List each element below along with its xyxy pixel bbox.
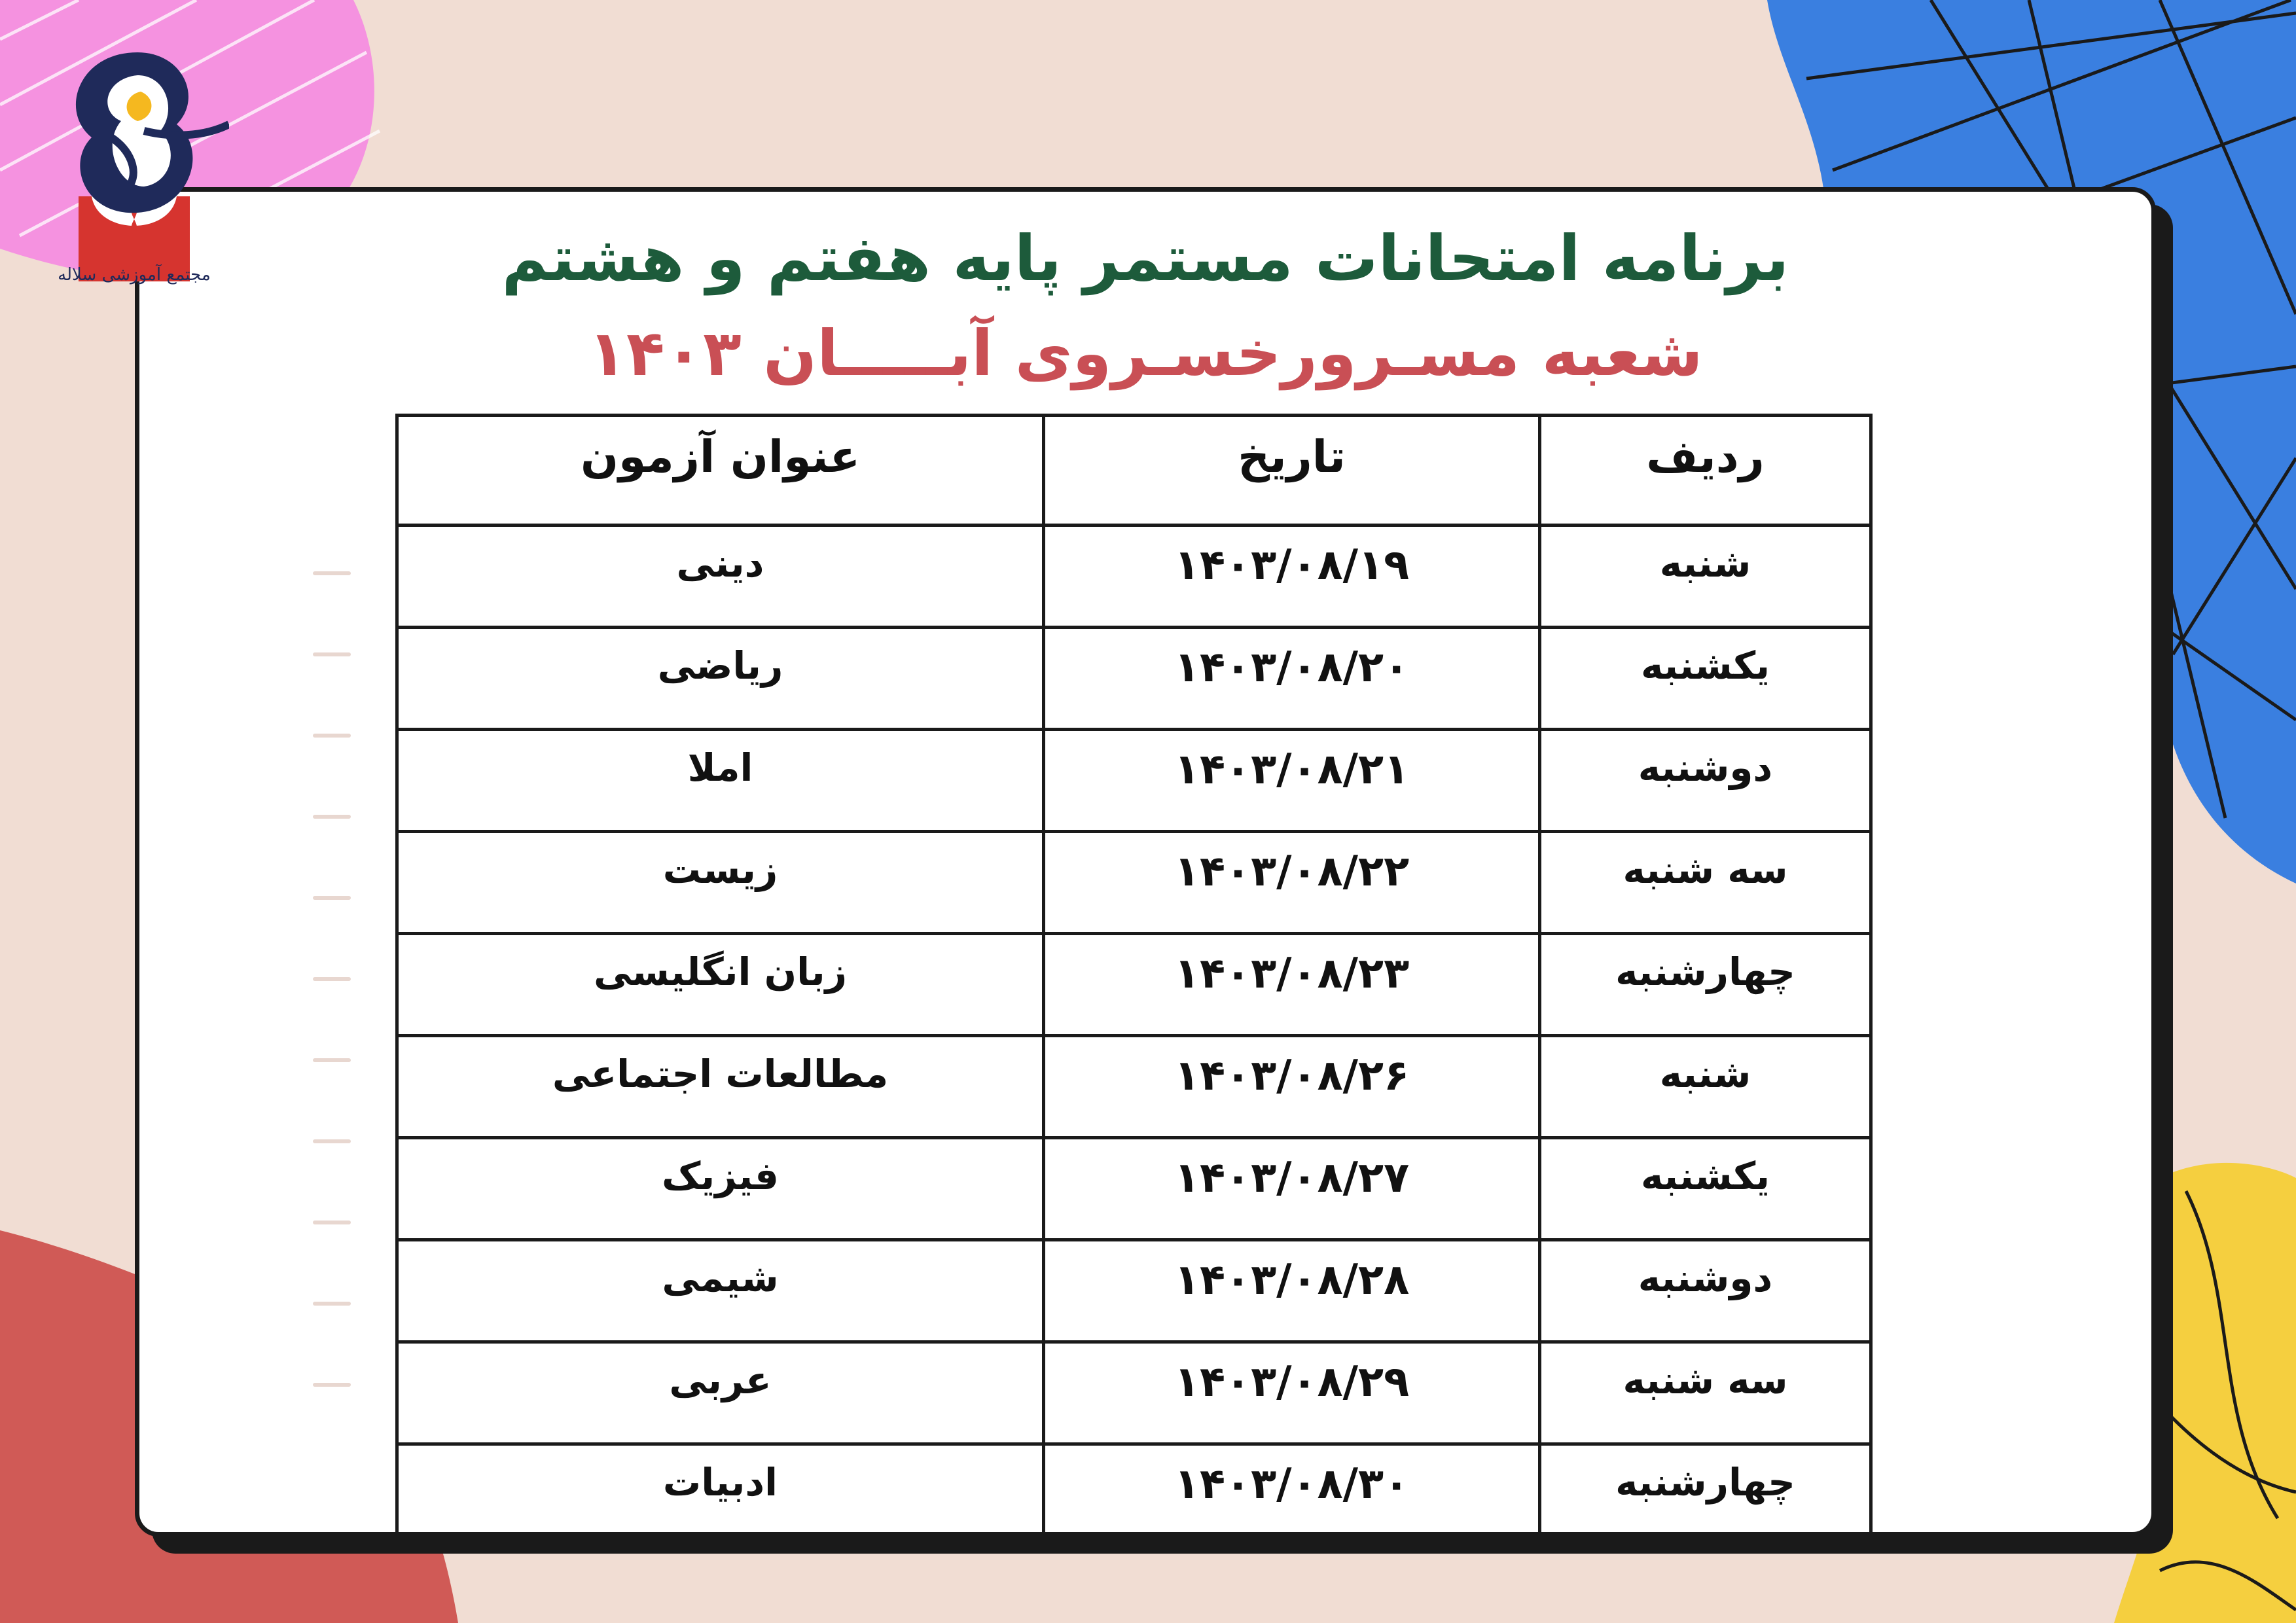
row-exam: ادبیات [397, 1444, 1044, 1546]
row-date: ۱۴۰۳/۰۸/۲۹ [1044, 1342, 1540, 1444]
row-exam: شیمی [397, 1240, 1044, 1342]
row-exam: زبان انگلیسی [397, 934, 1044, 1036]
table-row [397, 1240, 1871, 1342]
notebook-ring-marks [313, 571, 352, 1464]
row-day: سه شنبه [1540, 1342, 1871, 1444]
exam-schedule-table [395, 414, 1873, 1548]
table-row [397, 526, 1871, 628]
row-day: شنبه [1540, 1036, 1871, 1138]
table-row [397, 934, 1871, 1036]
row-day: دوشنبه [1540, 730, 1871, 832]
page-subtitle: شعبه مسـرورخسـروی آبـــــان ۱۴۰۳ [588, 317, 1703, 390]
logo-caption: مجتمع آموزشی سلاله [58, 265, 211, 285]
row-exam: املا [397, 730, 1044, 832]
solaleh-logo-icon [39, 39, 229, 294]
row-day: سه شنبه [1540, 832, 1871, 934]
row-exam: مطالعات اجتماعی [397, 1036, 1044, 1138]
table-header-row [397, 416, 1871, 526]
table-row [397, 628, 1871, 730]
header-exam-title: عنوان آزمون [397, 416, 1044, 526]
row-date: ۱۴۰۳/۰۸/۲۷ [1044, 1138, 1540, 1240]
row-day: چهارشنبه [1540, 934, 1871, 1036]
row-exam: ریاضی [397, 628, 1044, 730]
row-exam: دینی [397, 526, 1044, 628]
table-row [397, 1342, 1871, 1444]
page-title: برنامه امتحانات مستمر پایه هفتم و هشتم [501, 222, 1789, 295]
row-date: ۱۴۰۳/۰۸/۲۰ [1044, 628, 1540, 730]
row-day: یکشنبه [1540, 1138, 1871, 1240]
row-date: ۱۴۰۳/۰۸/۲۲ [1044, 832, 1540, 934]
row-day: یکشنبه [1540, 628, 1871, 730]
row-date: ۱۴۰۳/۰۸/۳۰ [1044, 1444, 1540, 1546]
header-row-label: ردیف [1540, 416, 1871, 526]
row-exam: عربی [397, 1342, 1044, 1444]
table-row [397, 1036, 1871, 1138]
row-date: ۱۴۰۳/۰۸/۲۱ [1044, 730, 1540, 832]
row-day: دوشنبه [1540, 1240, 1871, 1342]
row-day: شنبه [1540, 526, 1871, 628]
table-row [397, 832, 1871, 934]
row-exam: فیزیک [397, 1138, 1044, 1240]
table-row [397, 1444, 1871, 1546]
row-date: ۱۴۰۳/۰۸/۲۸ [1044, 1240, 1540, 1342]
table-row [397, 730, 1871, 832]
row-date: ۱۴۰۳/۰۸/۱۹ [1044, 526, 1540, 628]
table-row [397, 1138, 1871, 1240]
row-date: ۱۴۰۳/۰۸/۲۶ [1044, 1036, 1540, 1138]
header-date: تاریخ [1044, 416, 1540, 526]
row-exam: زیست [397, 832, 1044, 934]
row-day: چهارشنبه [1540, 1444, 1871, 1546]
row-date: ۱۴۰۳/۰۸/۲۳ [1044, 934, 1540, 1036]
